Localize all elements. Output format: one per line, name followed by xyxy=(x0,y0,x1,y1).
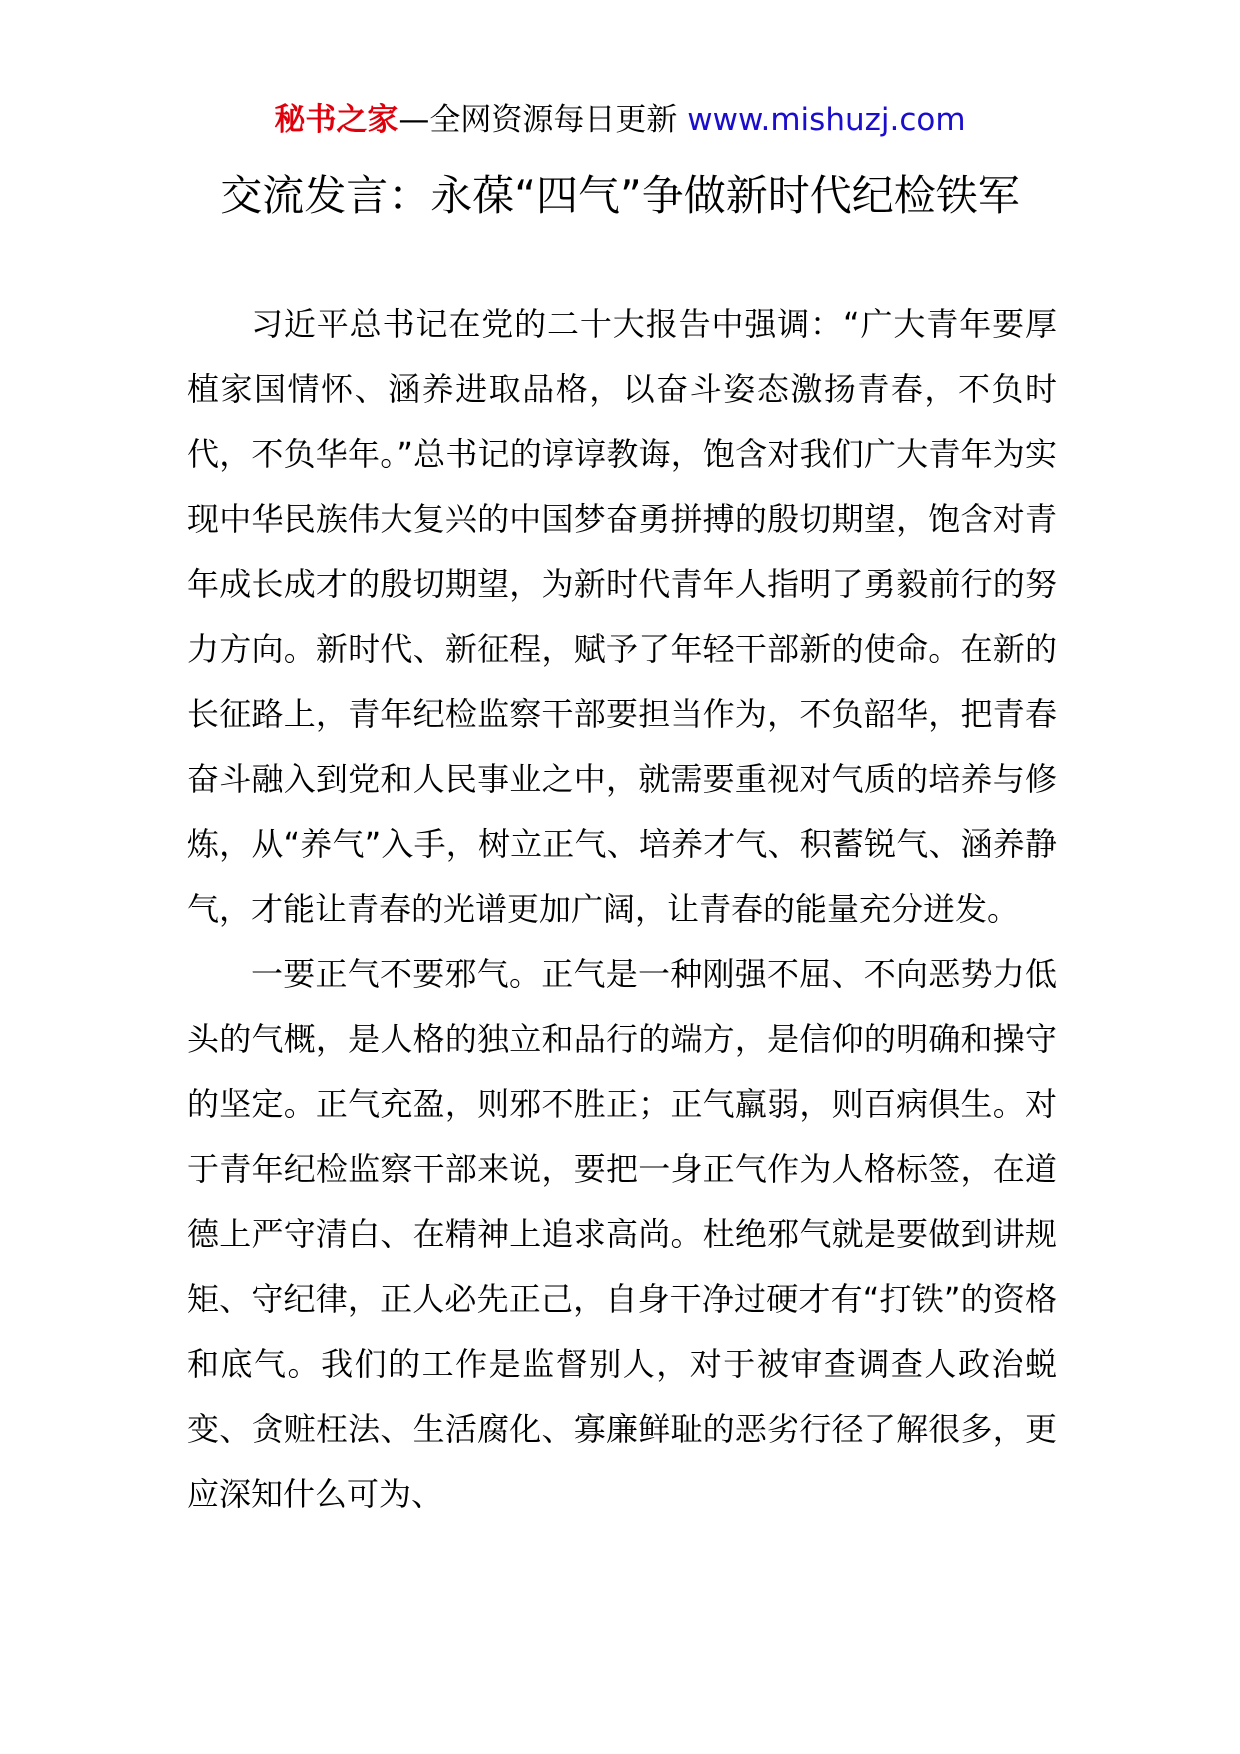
site-url-link[interactable]: www.mishuzj.com xyxy=(687,102,966,138)
paragraph-righteousness: 一要正气不要邪气。正气是一种刚强不屈、不向恶势力低头的气概，是人格的独立和品行的端方，是信仰的明确和操守的坚定。正气充盈，则邪不胜正；正气羸弱，则百病俱生。对于青年纪检监察干部来说，要把一身正气作为人格标签，在道德上严守清白、在精神上追求高尚。杜绝邪气就是要做到讲规矩、守纪律，正人必先正己，自身干净过硬才有“打铁”的资格和底气。我们的工作是监督别人，对于被审查调查人政治蜕变、贪赃枉法、生活腐化、寡廉鲜耻的恶劣行径了解很多，更应深知什么可为、 xyxy=(187,955,1057,1513)
document-body xyxy=(187,292,1057,1527)
document-title: 交流发言：永葆“四气”争做新时代纪检铁军 xyxy=(220,171,1020,220)
brand-name: 秘书之家 xyxy=(274,102,399,138)
site-header xyxy=(0,98,1240,142)
site-tagline: —全网资源每日更新 xyxy=(398,102,678,138)
paragraph-intro: 习近平总书记在党的二十大报告中强调：“广大青年要厚植家国情怀、涵养进取品格，以奋斗姿态激扬青春，不负时代，不负华年。”总书记的谆谆教诲，饱含对我们广大青年为实现中华民族伟大复兴的中国梦奋勇拼搏的殷切期望，饱含对青年成长成才的殷切期望，为新时代青年人指明了勇毅前行的努力方向。新时代、新征程，赋予了年轻干部新的使命。在新的长征路上，青年纪检监察干部要担当作为，不负韶华，把青春奋斗融入到党和人民事业之中，就需要重视对气质的培养与修炼，从“养气”入手，树立正气、培养才气、积蓄锐气、涵养静气，才能让青春的光谱更加广阔，让青春的能量充分迸发。 xyxy=(187,305,1057,928)
